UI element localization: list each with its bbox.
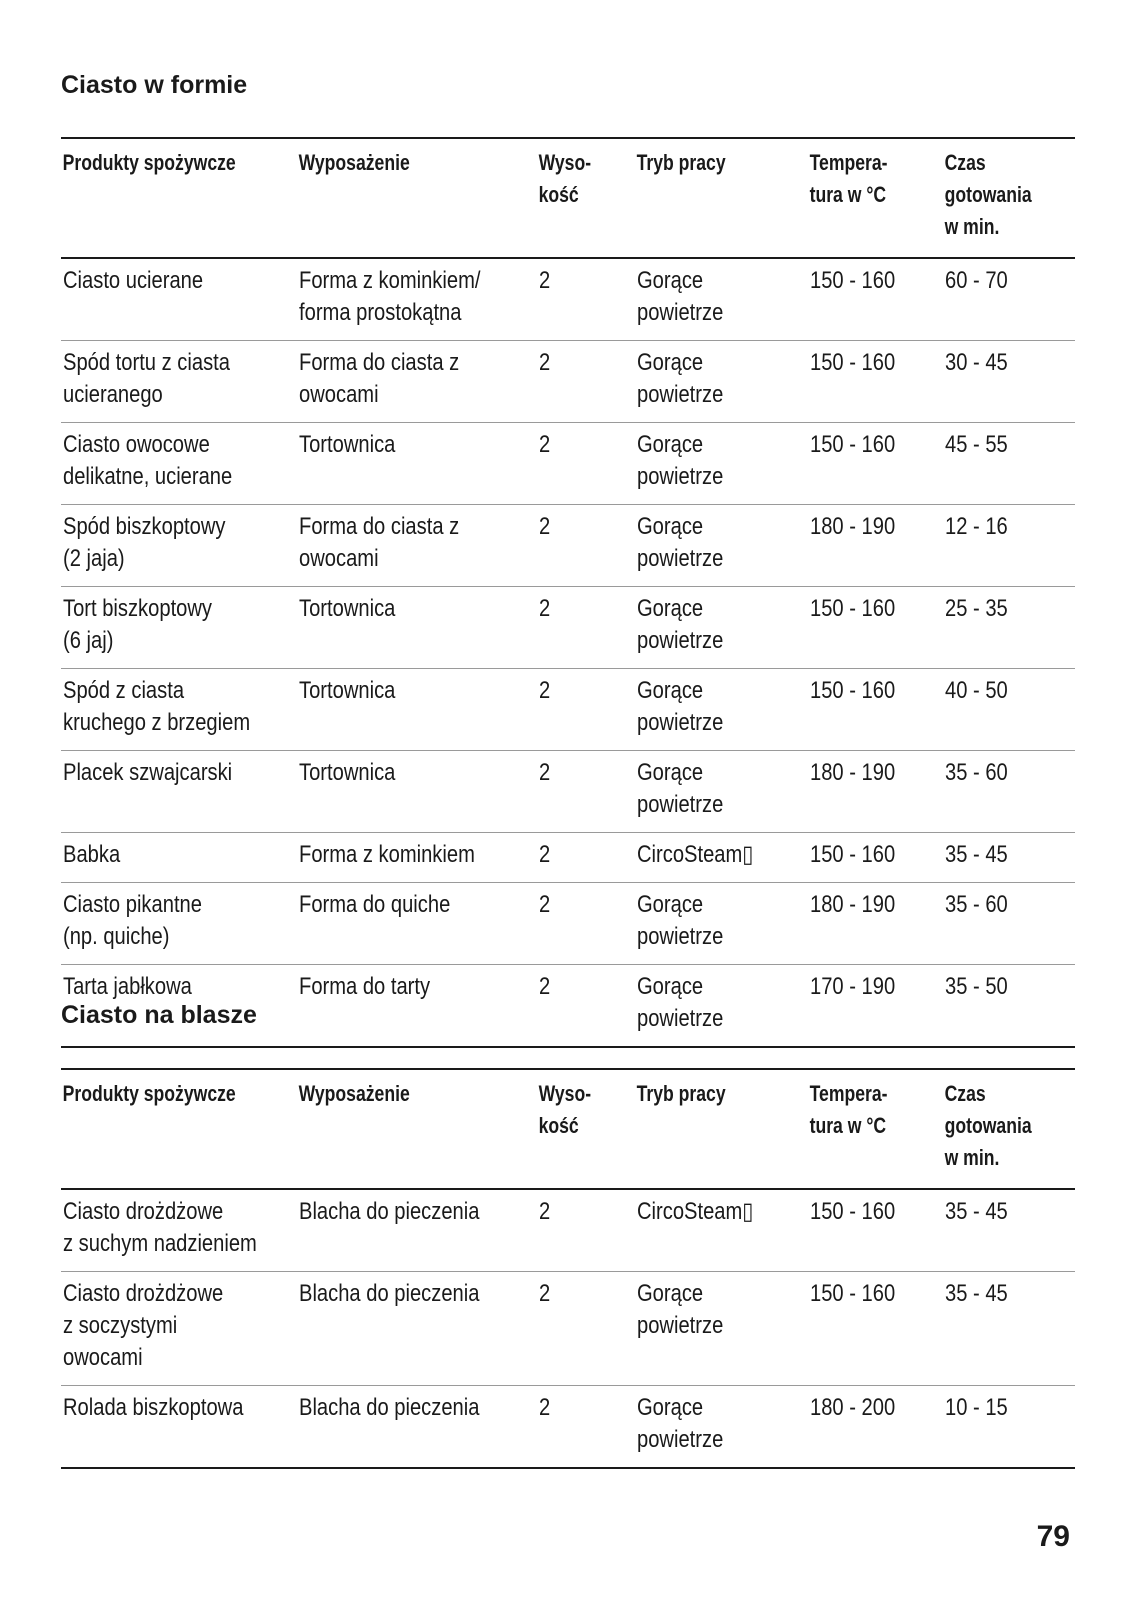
temperature-cell: [808, 833, 943, 883]
time-text: 35 - 45: [945, 1198, 1008, 1225]
column-header-level: Wyso- kość: [538, 1081, 592, 1138]
level-text: 2: [539, 841, 551, 868]
equipment-cell: [297, 341, 537, 423]
mode-text: Gorące powietrze: [637, 677, 724, 736]
column-header-mode: Tryb pracy: [636, 150, 726, 175]
time-text: 25 - 35: [945, 595, 1008, 622]
column-header-time: Czas gotowania w min.: [944, 1081, 1032, 1170]
mode-text: Gorące powietrze: [637, 1394, 724, 1453]
equipment-text: Tortownica: [299, 431, 396, 458]
mode-cell: [635, 587, 808, 669]
equipment-cell: [297, 505, 537, 587]
product-text: Ciasto pikantne (np. quiche): [63, 891, 202, 950]
temperature-cell: [808, 883, 943, 965]
table-row: [61, 1189, 1075, 1272]
product-cell: [61, 258, 297, 341]
product-text: Spód biszkoptowy (2 jaja): [63, 513, 226, 572]
page-number: 79: [1036, 1520, 1070, 1553]
equipment-cell: [297, 883, 537, 965]
product-cell: [61, 883, 297, 965]
time-cell: [943, 341, 1075, 423]
column-header-product: Produkty spożywcze: [62, 150, 236, 175]
product-text: Placek szwajcarski: [63, 759, 233, 786]
mode-text: Gorące powietrze: [637, 349, 724, 408]
time-text: 10 - 15: [945, 1394, 1008, 1421]
table-row: [61, 833, 1075, 883]
time-cell: [943, 669, 1075, 751]
table-row: [61, 341, 1075, 423]
level-cell: [537, 669, 635, 751]
column-header-equipment: Wyposażenie: [298, 1081, 410, 1106]
mode-cell: [635, 423, 808, 505]
temperature-cell: [808, 1189, 943, 1272]
mode-cell: [635, 833, 808, 883]
mode-cell: [635, 751, 808, 833]
mode-text: CircoSteam▯: [637, 841, 754, 868]
product-text: Rolada biszkoptowa: [63, 1394, 244, 1421]
level-cell: [537, 965, 635, 1048]
time-text: 35 - 60: [945, 759, 1008, 786]
time-text: 35 - 50: [945, 973, 1008, 1000]
equipment-text: Forma do ciasta z owocami: [299, 349, 460, 408]
equipment-text: Forma do tarty: [299, 973, 431, 1000]
product-text: Ciasto drożdżowe z suchym nadzieniem: [63, 1198, 257, 1257]
baking-table-forma: [61, 137, 1075, 1048]
column-header-level: Wyso- kość: [538, 150, 592, 207]
level-cell: [537, 833, 635, 883]
product-cell: [61, 1386, 297, 1469]
level-cell: [537, 883, 635, 965]
equipment-cell: [297, 669, 537, 751]
time-cell: [943, 1272, 1075, 1386]
time-cell: [943, 1189, 1075, 1272]
level-text: 2: [539, 595, 551, 622]
time-cell: [943, 423, 1075, 505]
product-cell: [61, 751, 297, 833]
product-text: Spód tortu z ciasta ucieranego: [63, 349, 230, 408]
product-text: Tarta jabłkowa: [63, 973, 192, 1000]
time-text: 40 - 50: [945, 677, 1008, 704]
time-cell: [943, 258, 1075, 341]
mode-cell: [635, 1386, 808, 1469]
mode-text: Gorące powietrze: [637, 1280, 724, 1339]
product-cell: [61, 669, 297, 751]
equipment-text: Tortownica: [299, 677, 396, 704]
level-text: 2: [539, 677, 551, 704]
time-cell: [943, 883, 1075, 965]
section-title-ciasto-na-blasze: Ciasto na blasze: [61, 1001, 257, 1029]
section-title-ciasto-w-formie: Ciasto w formie: [61, 71, 248, 99]
column-header-temperature: Tempera- tura w °C: [809, 1081, 888, 1138]
table-row: [61, 1386, 1075, 1469]
equipment-text: Forma z kominkiem/ forma prostokątna: [299, 267, 481, 326]
equipment-cell: [297, 833, 537, 883]
time-cell: [943, 751, 1075, 833]
mode-text: Gorące powietrze: [637, 513, 724, 572]
product-cell: [61, 1189, 297, 1272]
mode-text: CircoSteam▯: [637, 1198, 754, 1225]
equipment-cell: [297, 751, 537, 833]
level-cell: [537, 341, 635, 423]
temperature-text: 180 - 190: [810, 891, 896, 918]
level-cell: [537, 1272, 635, 1386]
product-cell: [61, 505, 297, 587]
level-text: 2: [539, 349, 551, 376]
column-header-product: Produkty spożywcze: [62, 1081, 236, 1106]
column-header-equipment: Wyposażenie: [298, 150, 410, 175]
temperature-text: 150 - 160: [810, 1280, 896, 1307]
table-header-row: [61, 1069, 1075, 1189]
temperature-text: 150 - 160: [810, 841, 896, 868]
time-cell: [943, 833, 1075, 883]
temperature-text: 150 - 160: [810, 1198, 896, 1225]
product-text: Babka: [63, 841, 121, 868]
level-cell: [537, 258, 635, 341]
equipment-text: Forma do quiche: [299, 891, 451, 918]
temperature-cell: [808, 587, 943, 669]
temperature-cell: [808, 1272, 943, 1386]
temperature-text: 180 - 190: [810, 759, 896, 786]
mode-text: Gorące powietrze: [637, 891, 724, 950]
equipment-text: Blacha do pieczenia: [299, 1394, 480, 1421]
mode-cell: [635, 258, 808, 341]
time-cell: [943, 587, 1075, 669]
mode-text: Gorące powietrze: [637, 759, 724, 818]
time-cell: [943, 505, 1075, 587]
temperature-text: 180 - 200: [810, 1394, 896, 1421]
baking-table-blacha: [61, 1068, 1075, 1469]
column-header-time: Czas gotowania w min.: [944, 150, 1032, 239]
table-row: [61, 669, 1075, 751]
product-cell: [61, 341, 297, 423]
equipment-cell: [297, 1272, 537, 1386]
mode-cell: [635, 669, 808, 751]
level-text: 2: [539, 759, 551, 786]
product-text: Ciasto owocowe delikatne, ucierane: [63, 431, 233, 490]
level-text: 2: [539, 431, 551, 458]
temperature-cell: [808, 751, 943, 833]
mode-text: Gorące powietrze: [637, 973, 724, 1032]
level-text: 2: [539, 973, 551, 1000]
temperature-cell: [808, 423, 943, 505]
level-text: 2: [539, 1198, 551, 1225]
time-text: 60 - 70: [945, 267, 1008, 294]
time-text: 12 - 16: [945, 513, 1008, 540]
product-cell: [61, 587, 297, 669]
level-cell: [537, 1386, 635, 1469]
equipment-cell: [297, 1189, 537, 1272]
table-row: [61, 1272, 1075, 1386]
temperature-cell: [808, 505, 943, 587]
mode-cell: [635, 341, 808, 423]
level-cell: [537, 751, 635, 833]
temperature-text: 150 - 160: [810, 595, 896, 622]
time-text: 35 - 45: [945, 841, 1008, 868]
product-cell: [61, 423, 297, 505]
level-text: 2: [539, 1280, 551, 1307]
column-header-mode: Tryb pracy: [636, 1081, 726, 1106]
mode-text: Gorące powietrze: [637, 431, 724, 490]
product-text: Spód z ciasta kruchego z brzegiem: [63, 677, 251, 736]
equipment-cell: [297, 1386, 537, 1469]
time-cell: [943, 1386, 1075, 1469]
time-text: 30 - 45: [945, 349, 1008, 376]
mode-text: Gorące powietrze: [637, 595, 724, 654]
table-row: [61, 505, 1075, 587]
time-text: 45 - 55: [945, 431, 1008, 458]
equipment-text: Blacha do pieczenia: [299, 1198, 480, 1225]
table-row: [61, 883, 1075, 965]
product-cell: [61, 833, 297, 883]
time-cell: [943, 965, 1075, 1048]
level-cell: [537, 1189, 635, 1272]
temperature-text: 170 - 190: [810, 973, 896, 1000]
mode-text: Gorące powietrze: [637, 267, 724, 326]
table-row: [61, 258, 1075, 341]
equipment-text: Forma do ciasta z owocami: [299, 513, 460, 572]
mode-cell: [635, 505, 808, 587]
temperature-cell: [808, 341, 943, 423]
mode-cell: [635, 883, 808, 965]
equipment-text: Tortownica: [299, 595, 396, 622]
level-cell: [537, 505, 635, 587]
column-header-temperature: Tempera- tura w °C: [809, 150, 888, 207]
time-text: 35 - 45: [945, 1280, 1008, 1307]
equipment-cell: [297, 587, 537, 669]
equipment-cell: [297, 423, 537, 505]
temperature-text: 180 - 190: [810, 513, 896, 540]
mode-cell: [635, 965, 808, 1048]
temperature-text: 150 - 160: [810, 267, 896, 294]
table-row: [61, 751, 1075, 833]
time-text: 35 - 60: [945, 891, 1008, 918]
level-cell: [537, 423, 635, 505]
mode-cell: [635, 1272, 808, 1386]
level-cell: [537, 587, 635, 669]
temperature-text: 150 - 160: [810, 349, 896, 376]
product-text: Tort biszkoptowy (6 jaj): [63, 595, 213, 654]
temperature-cell: [808, 965, 943, 1048]
temperature-cell: [808, 1386, 943, 1469]
table-row: [61, 587, 1075, 669]
equipment-cell: [297, 258, 537, 341]
table-header-row: [61, 138, 1075, 258]
temperature-cell: [808, 258, 943, 341]
product-cell: [61, 1272, 297, 1386]
table-row: [61, 423, 1075, 505]
level-text: 2: [539, 1394, 551, 1421]
product-text: Ciasto ucierane: [63, 267, 204, 294]
equipment-text: Tortownica: [299, 759, 396, 786]
product-text: Ciasto drożdżowe z soczystymi owocami: [63, 1280, 224, 1371]
equipment-text: Forma z kominkiem: [299, 841, 475, 868]
temperature-text: 150 - 160: [810, 431, 896, 458]
level-text: 2: [539, 513, 551, 540]
mode-cell: [635, 1189, 808, 1272]
equipment-cell: [297, 965, 537, 1048]
equipment-text: Blacha do pieczenia: [299, 1280, 480, 1307]
level-text: 2: [539, 267, 551, 294]
level-text: 2: [539, 891, 551, 918]
temperature-text: 150 - 160: [810, 677, 896, 704]
temperature-cell: [808, 669, 943, 751]
